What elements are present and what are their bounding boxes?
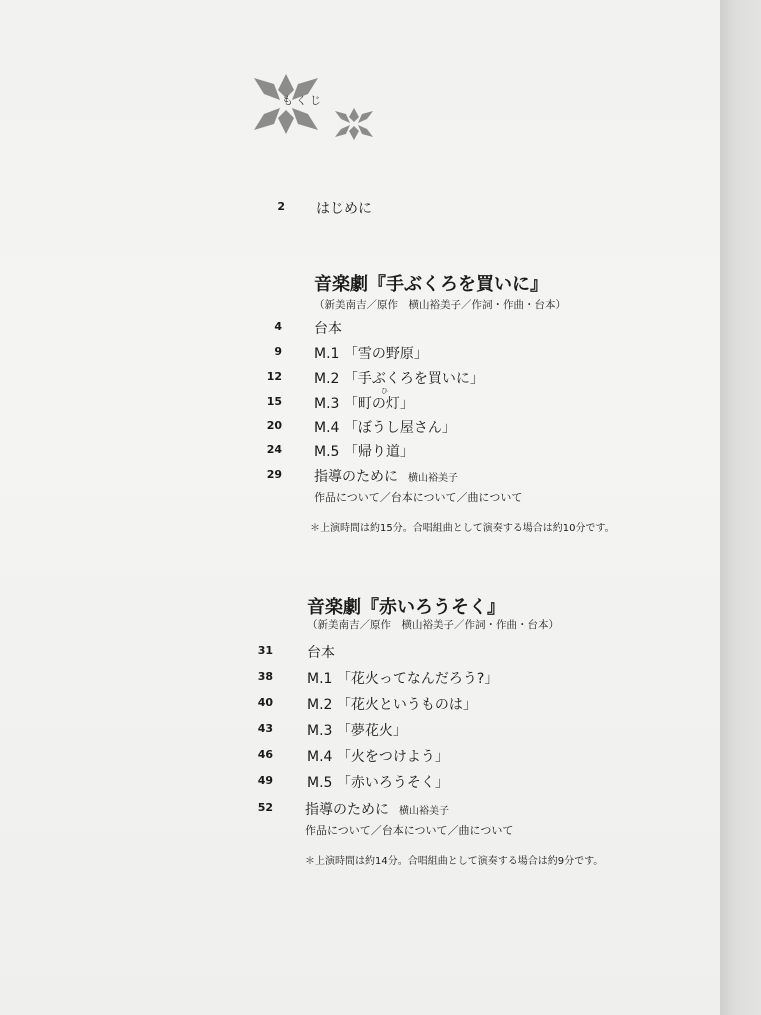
toc-entry: M.1 「雪の野原」 (314, 346, 428, 362)
toc-page: 9 (274, 345, 282, 358)
guide-title: 指導のために (305, 802, 389, 818)
guide-author: 横山裕美子 (408, 473, 458, 484)
toc-page: 20 (266, 419, 282, 432)
intro-page: 2 (277, 200, 285, 213)
page-edge (720, 0, 761, 1015)
toc-entry: M.1 「花火ってなんだろう?」 (307, 671, 499, 687)
toc-page: 4 (274, 320, 282, 333)
toc-page: 31 (257, 644, 273, 657)
guide-detail: 作品について／台本について／曲について (314, 491, 523, 504)
toc-page: 43 (257, 722, 273, 735)
section1-title: 音楽劇『手ぶくろを買いに』 (314, 274, 548, 295)
toc-page: 46 (257, 748, 273, 761)
toc-entry: M.4 「火をつけよう」 (307, 749, 449, 765)
toc-page: 24 (266, 443, 282, 456)
guide-entry (305, 799, 449, 819)
guide-page: 52 (257, 801, 273, 814)
toc-entry: M.2 「手ぶくろを買いに」 (314, 371, 484, 387)
toc-entry: M.5 「帰り道」 (314, 444, 414, 460)
guide-detail: 作品について／台本について／曲について (305, 824, 514, 837)
guide-author: 横山裕美子 (399, 806, 449, 817)
section1-credit: （新美南吉／原作 横山裕美子／作詞・作曲・台本） (314, 299, 566, 311)
intro-title: はじめに (316, 201, 372, 217)
toc-entry: M.3 「夢花火」 (307, 723, 407, 739)
toc-page: 38 (257, 670, 273, 683)
duration-note: ＊上演時間は約14分。合唱組曲として演奏する場合は約9分です。 (305, 856, 604, 867)
ruby-text: ひ (381, 387, 388, 395)
toc-entry: M.3 「町の灯」 (314, 396, 414, 412)
toc-entry: 台本 (314, 321, 342, 337)
snowflake-small-icon (333, 106, 375, 142)
toc-page: 40 (257, 696, 273, 709)
toc-entry: M.5 「赤いろうそく」 (307, 775, 449, 791)
toc-heading: もくじ (282, 94, 324, 107)
section2-title: 音楽劇『赤いろうそく』 (307, 597, 505, 618)
toc-entry: 台本 (307, 645, 335, 661)
toc-page: 49 (257, 774, 273, 787)
toc-page: 15 (266, 395, 282, 408)
section2-credit: （新美南吉／原作 横山裕美子／作詞・作曲・台本） (307, 619, 559, 631)
toc-entry: M.2 「花火というものは」 (307, 697, 477, 713)
toc-page: 12 (266, 370, 282, 383)
guide-page: 29 (266, 468, 282, 481)
guide-entry (314, 466, 458, 486)
duration-note: ＊上演時間は約15分。合唱組曲として演奏する場合は約10分です。 (310, 523, 615, 534)
guide-title: 指導のために (314, 469, 398, 485)
toc-entry: M.4 「ぼうし屋さん」 (314, 420, 456, 436)
